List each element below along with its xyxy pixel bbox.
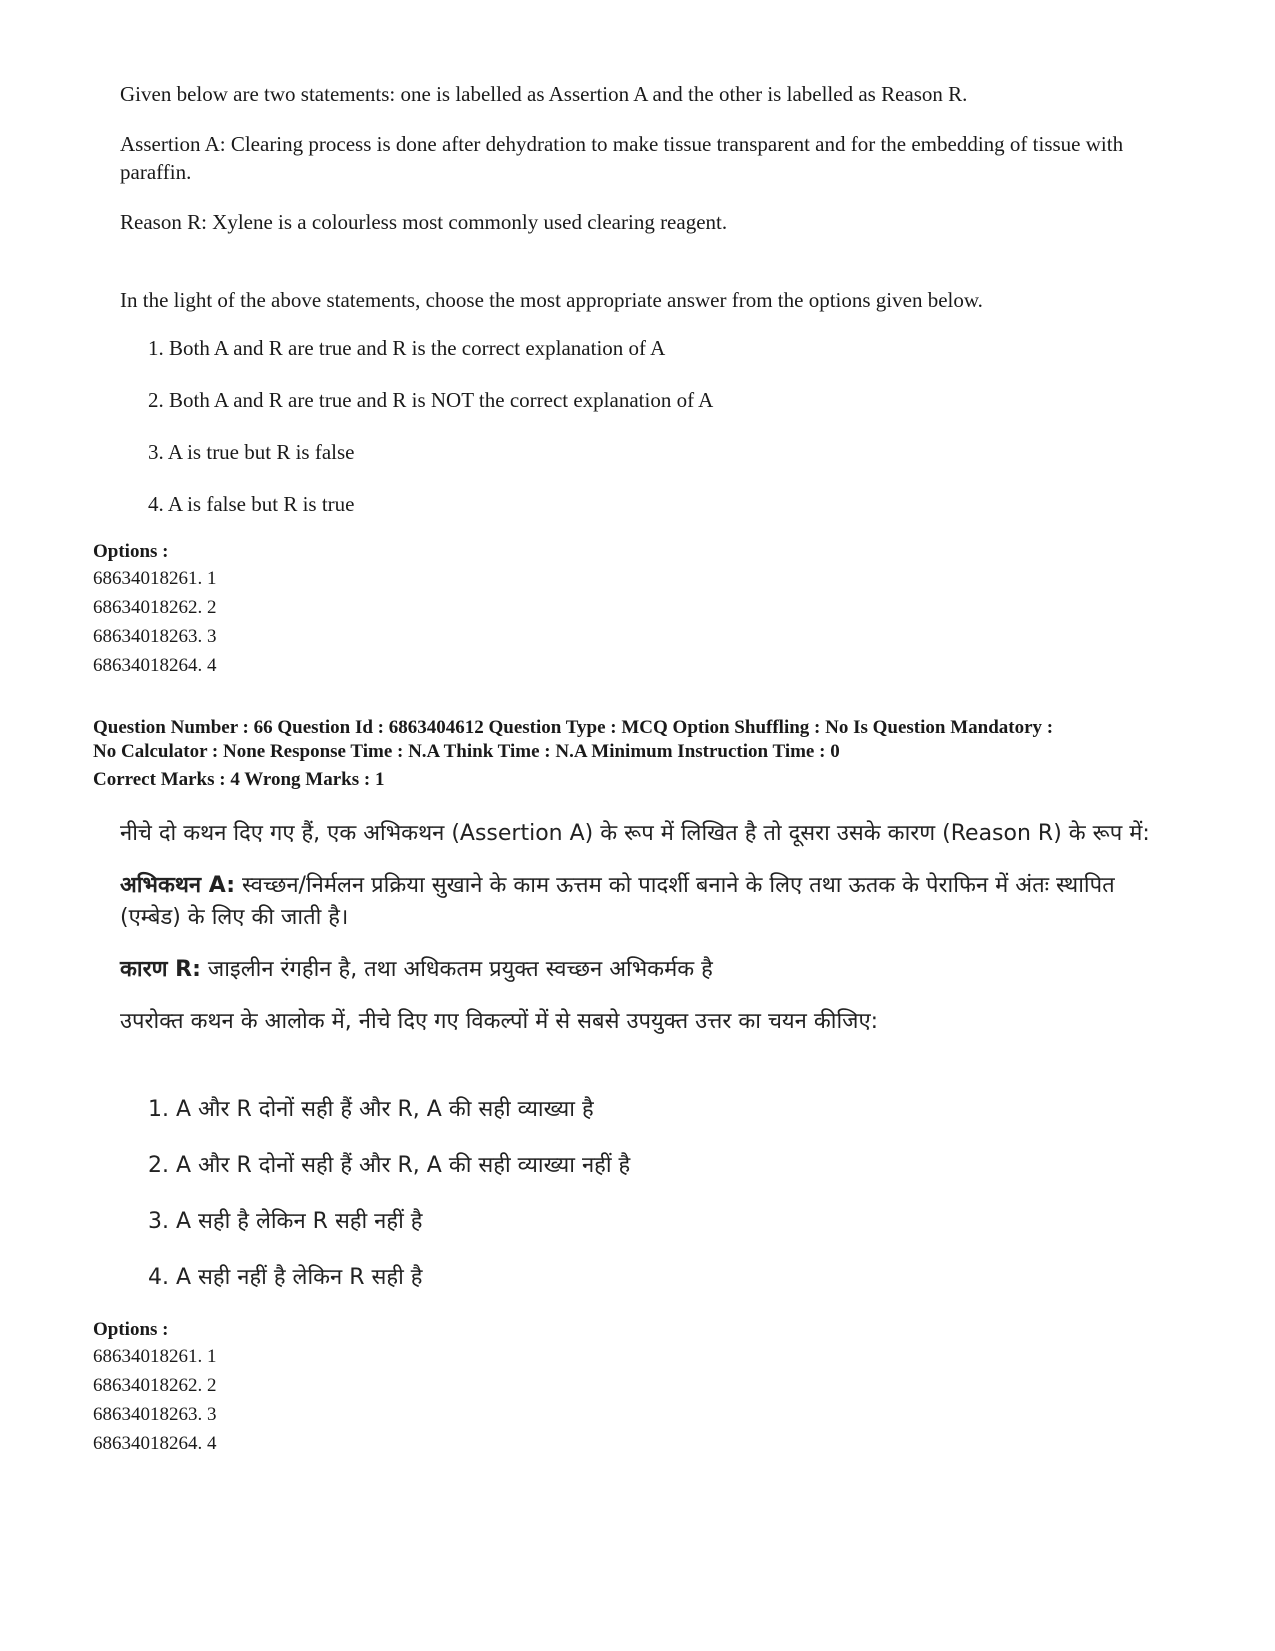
q66-meta-line-1: Question Number : 66 Question Id : 6863404612 Question Type : MCQ Option Shuffling : No Is Question Mandatory :: [93, 717, 1054, 738]
q66-option-code-1: 68634018261. 1: [93, 1346, 217, 1367]
q66-statement-block: [120, 818, 1180, 1038]
q66-instruction: उपरोक्त कथन के आलोक में, नीचे दिए गए विकल्पों में से सबसे उपयुक्त उत्तर का चयन कीजिए:: [120, 1009, 879, 1034]
q65-option-code-4: 68634018264. 4: [93, 655, 217, 676]
q66-options-block: [93, 1318, 1193, 1458]
q65-option-code-3: 68634018263. 3: [93, 626, 217, 647]
q66-choice-3: 3. A सही है लेकिन R सही नहीं है: [148, 1209, 423, 1234]
q65-choice-2: 2. Both A and R are true and R is NOT the correct explanation of A: [148, 388, 714, 412]
q66-options-label: Options :: [93, 1319, 169, 1340]
q65-choices: [148, 334, 1208, 518]
q66-reason-label: कारण R:: [120, 957, 201, 982]
q66-reason: [120, 954, 1180, 986]
q66-assertion-label: अभिकथन A:: [120, 873, 236, 898]
q65-reason: Reason R: Xylene is a colourless most commonly used clearing reagent.: [120, 210, 728, 234]
q66-assertion: [120, 870, 1180, 934]
q65-choice-4: 4. A is false but R is true: [148, 492, 355, 516]
q65-statement-block: [120, 80, 1180, 314]
q65-option-code-1: 68634018261. 1: [93, 568, 217, 589]
q66-meta-line-2: No Calculator : None Response Time : N.A Think Time : N.A Minimum Instruction Time : 0: [93, 741, 840, 762]
q66-intro: नीचे दो कथन दिए गए हैं, एक अभिकथन (Assertion A) के रूप में लिखित है तो दूसरा उसके कारण (Reason R) के रूप में:: [120, 821, 1150, 846]
q66-meta-line-3: Correct Marks : 4 Wrong Marks : 1: [93, 769, 385, 790]
q66-assertion-text: स्वच्छन/निर्मलन प्रक्रिया सुखाने के काम ऊत्तम को पादर्शी बनाने के लिए तथा ऊतक के पेराफिन में अंतः स्थापित (एम्बेड) के लिए की जाती है।: [120, 873, 1115, 930]
q66-choice-4: 4. A सही नहीं है लेकिन R सही है: [148, 1265, 423, 1290]
q66-option-code-4: 68634018264. 4: [93, 1433, 217, 1454]
q66-choice-1: 1. A और R दोनों सही हैं और R, A की सही व्याख्या है: [148, 1097, 594, 1122]
q65-choice-1: 1. Both A and R are true and R is the correct explanation of A: [148, 336, 666, 360]
q65-intro: Given below are two statements: one is labelled as Assertion A and the other is labelled as Reason R.: [120, 82, 968, 106]
q66-meta: [93, 716, 1193, 792]
q65-assertion: Assertion A: Clearing process is done after dehydration to make tissue transparent and for the embedding of tissue with paraffin.: [120, 132, 1124, 184]
q65-option-code-2: 68634018262. 2: [93, 597, 217, 618]
q65-options-block: [93, 540, 1193, 680]
q66-reason-text: जाइलीन रंगहीन है, तथा अधिकतम प्रयुक्त स्वच्छन अभिकर्मक है: [200, 957, 713, 982]
q66-option-code-3: 68634018263. 3: [93, 1404, 217, 1425]
q66-option-code-2: 68634018262. 2: [93, 1375, 217, 1396]
q65-options-label: Options :: [93, 541, 169, 562]
q65-choice-3: 3. A is true but R is false: [148, 440, 355, 464]
q65-instruction: In the light of the above statements, choose the most appropriate answer from the options given below.: [120, 288, 983, 312]
q66-choice-2: 2. A और R दोनों सही हैं और R, A की सही व्याख्या नहीं है: [148, 1153, 631, 1178]
q66-choices: [148, 1094, 1208, 1294]
